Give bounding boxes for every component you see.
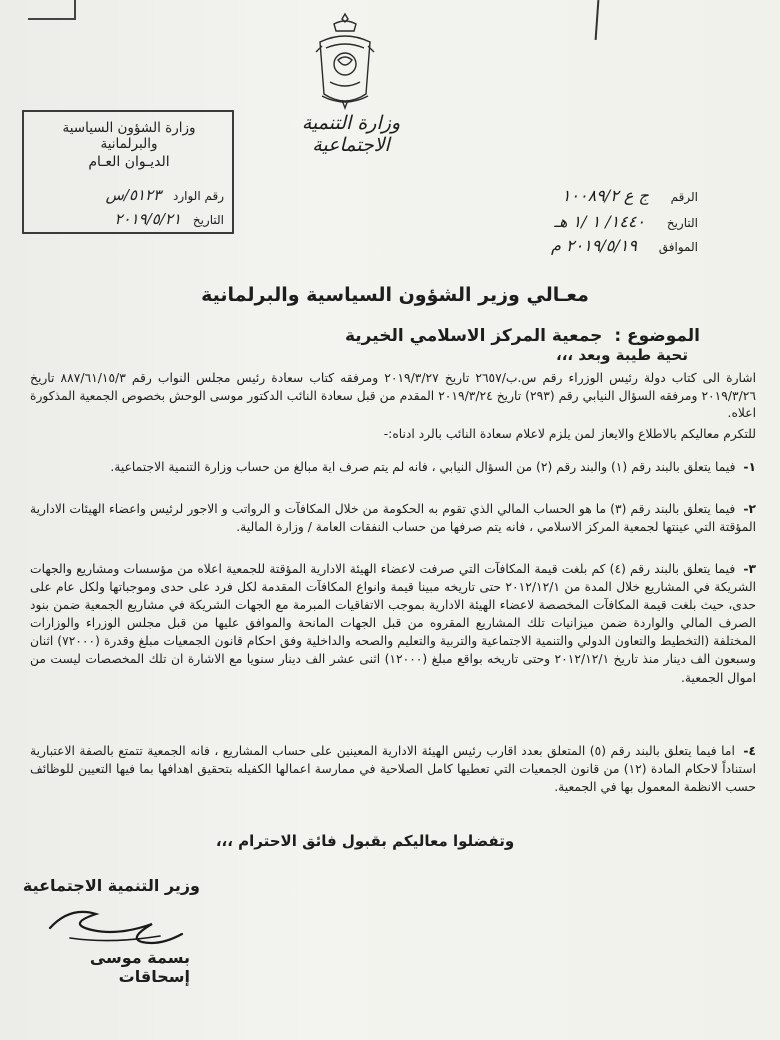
reference-date-value: ١٤٤٠/ ١ /١ هـ [554, 212, 646, 231]
list-item [30, 500, 756, 536]
page-edge-line [595, 0, 600, 40]
reference-corresponding-label: الموافق [658, 240, 698, 254]
handwritten-signature [40, 898, 190, 950]
reference-number-row [498, 186, 698, 205]
stamp-ministry-name: وزارة الشؤون السياسية والبرلمانية [62, 120, 196, 152]
list-item-text: فيما يتعلق بالبند رقم (٤) كم بلغت قيمة المكافآت التي صرفت لاعضاء الهيئة الادارية المؤقتة للجمعية اعلاه من مؤسسات ومشاريع والجهات الشريكة في المشاريع خلال المدة من ٢٠١٢/١٢/١ حتى تاريخه مبينا قيمة وانواع المكافآت المقدمة لكل فرد على حدى وموجباتها ولكل عام على حدى، حيث بلغت قيمة المكافآت المخصصة لاعضاء الهيئة الادارية بموجب الاتفاقيات المبرمة مع الجهات الشريكة في مشاريع الجمعية ضمن بنود الصرف المالي والواردة ضمن ميزانيات تلك المشاريع المقروه من قبل الجهات المانحة والموافق عليها من قبل مجلس الوزراء والوزارات المختلفة (التخطيط والتعاون الدولي والتنمية الاجتماعية والتربية والتعليم والصحه والداخلية وفق احكام قانون الجمعيات مبلغ وقدرة (٧٢٠٠٠) اثنان وسبعون الف دينار منذ تاريخ ٢٠١٢/١٢/١ وحتى تاريخه بواقع مبلغ (١٢٠٠٠) اثنى عشر الف دينار سنويا مع الاشارة ان تلك المخصصات ليست من اموال الجمعية. [30, 562, 756, 685]
reference-number-label: الرقم [670, 190, 698, 204]
jordan-coat-of-arms-icon [312, 12, 378, 110]
subject-label: الموضوع : [614, 326, 700, 346]
list-item-number: ٢- [743, 502, 756, 516]
signatory-name: بسمة موسى إسحاقات [89, 948, 190, 986]
letter-greeting: تحية طيبة وبعد ،،، [556, 346, 688, 364]
letter-addressee: معـالي وزير الشؤون السياسية والبرلمانية [201, 284, 589, 306]
letterhead-ministry-name: وزارة التنمية الاجتماعية [301, 112, 401, 156]
stamp-incoming-value: ٥١٢٣/س [105, 186, 162, 204]
stamp-date-label: التاريخ [192, 213, 224, 227]
incoming-stamp [22, 110, 234, 234]
list-item-text: اما فيما يتعلق بالبند رقم (٥) المتعلق بعدد اقارب رئيس الهيئة الادارية المعينين على حساب المشاريع ، فانه الجمعية تتمتع بالصفة الاعتبارية استناداً لاحكام المادة (١٢) من قانون الجمعيات التي تعطيها كامل الصلاحية في ممارسة اعمالها الكفيله بتحقيق اهدافها بما فيها التعيين للوظائف حسب الانظمة المعمول بها في الجمعية. [30, 744, 756, 795]
list-item-number: ١- [743, 460, 756, 474]
signatory-title: وزير التنمية الاجتماعية [22, 876, 200, 895]
stamp-incoming-label: رقم الوارد [173, 189, 224, 203]
letter-closing: وتفضلوا معاليكم بقبول فائق الاحترام ،،، [215, 832, 515, 850]
stamp-office-name: الديـوان العـام [88, 154, 170, 170]
list-item-text: فيما يتعلق بالبند رقم (١) والبند رقم (٢) من السؤال النيابي ، فانه لم يتم صرف اية مبالغ من حساب وزارة التنمية الاجتماعية. [110, 460, 736, 474]
letter-subject [20, 326, 700, 346]
letter-request-line: للتكرم معاليكم بالاطلاع والايعاز لمن يلزم لاعلام سعادة النائب بالرد ادناه:- [383, 427, 756, 441]
stamp-date-row [34, 210, 224, 228]
stamp-incoming-row [34, 186, 224, 204]
list-item [30, 458, 756, 476]
reference-corresponding-row [498, 236, 698, 255]
letter-intro-paragraph: اشارة الى كتاب دولة رئيس الوزراء رقم س.ب/٢٦٥٧ تاريخ ٢٠١٩/٣/٢٧ ومرفقه كتاب سعادة رئيس مجلس النواب رقم ٨٨٧/٦١/١٥/٣ تاريخ ٢٠١٩/٣/٢٦ ومرفقه السؤال النيابي رقم (٢٩٣) تاريخ ٢٠١٩/٣/٢٤ المقدم من قبل سعادة النائب الدكتور موسى الوحش بخصوص الجمعية المذكورة اعلاه. [30, 371, 756, 421]
stamp-date-value: ٢٠١٩/٥/٢١ [114, 210, 182, 228]
list-item-number: ٣- [743, 562, 757, 576]
corner-fold-mark [28, 0, 76, 20]
list-item-text: فيما يتعلق بالبند رقم (٣) ما هو الحساب المالي الذي تقوم به الحكومة من خلال المكافآت و الرواتب و الاجور لرئيس واعضاء الهيئات الادارية المؤقتة التي عينتها لجمعية المركز الاسلامي ، فانه يتم صرفها من حساب النفقات العامة / وزارة المالية. [30, 502, 756, 535]
reference-date-label: التاريخ [666, 216, 698, 230]
reference-number-value: ج ع ١٠٠٨٩/٢ [561, 186, 649, 205]
list-item [30, 742, 756, 796]
subject-text: جمعية المركز الاسلامي الخيرية [344, 326, 603, 346]
reference-corresponding-value: ٢٠١٩/٥/١٩ م [551, 236, 637, 255]
list-item [30, 560, 756, 687]
list-item-number: ٤- [743, 744, 756, 758]
reference-date-row [498, 212, 698, 231]
